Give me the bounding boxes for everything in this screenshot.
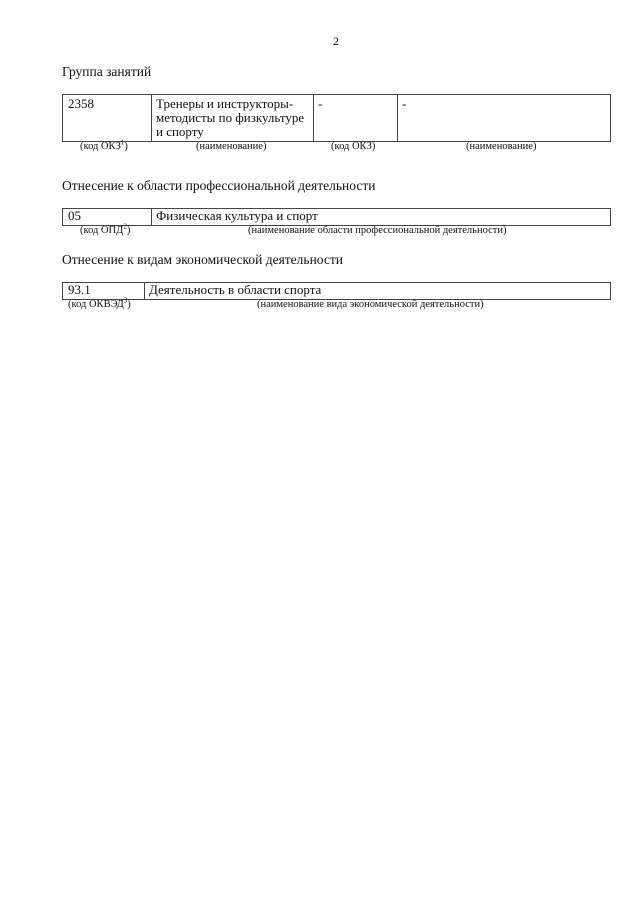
economic-activity-heading: Отнесение к видам экономической деятельности (62, 252, 343, 267)
caption-code-okz-2: (код ОКЗ) (331, 141, 376, 152)
caption-opd-name: (наименование области профессиональной деятельности) (248, 225, 507, 236)
caption-code-okz: (код ОКЗ$^1$) (80, 138, 128, 152)
opd-name: Физическая культура и спорт (156, 208, 318, 223)
caption-name-2: (наименование) (466, 141, 537, 152)
okved-code: 93.1 (68, 282, 91, 297)
economic-activity-table (62, 282, 611, 300)
group-table (62, 94, 611, 142)
group-name: Тренеры и инструкторы-методисты по физкультуре и спорту (156, 96, 305, 139)
okved-name: Деятельность в области спорта (149, 282, 322, 297)
group-code-okz: 2358 (68, 96, 94, 111)
caption-code-okved: (код ОКВЭД$^3$) (68, 296, 131, 310)
opd-code: 05 (68, 208, 81, 223)
group-heading: Группа занятий (62, 64, 152, 79)
caption-code-opd: (код ОПД$^2$) (80, 222, 131, 236)
group-code-okz-2: - (318, 96, 323, 111)
professional-area-table (62, 208, 611, 226)
professional-area-heading: Отнесение к области профессиональной деятельности (62, 178, 376, 193)
caption-name: (наименование) (196, 141, 267, 152)
group-name-2: - (402, 96, 407, 111)
page-number: 2 (333, 34, 339, 48)
caption-okved-name: (наименование вида экономической деятельности) (257, 299, 484, 310)
